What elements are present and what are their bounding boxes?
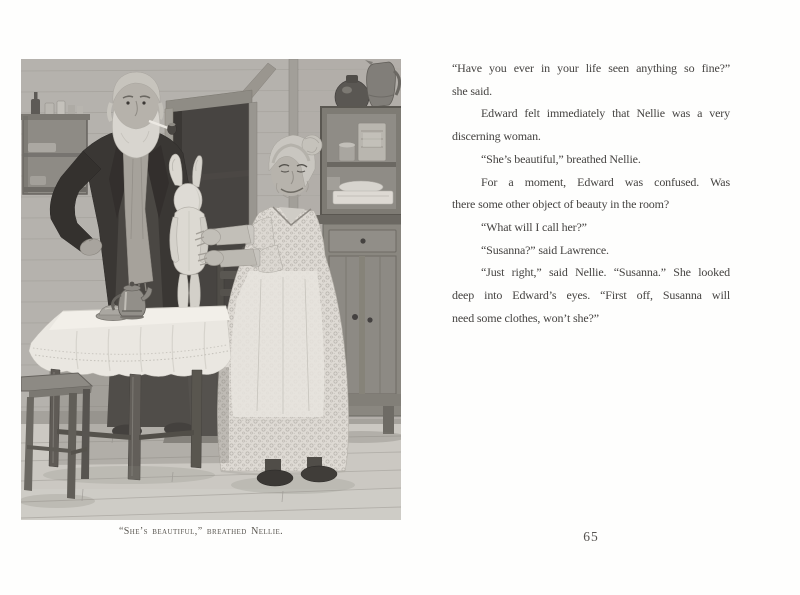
story-line: she said. bbox=[452, 83, 492, 98]
story-line: deep into Edward’s eyes. “First off, Susanna will bbox=[452, 288, 730, 303]
story-line: For a moment, Edward was confused. Was bbox=[481, 174, 730, 189]
story-line: “Have you ever in your life seen anything so fine?” bbox=[452, 61, 730, 75]
illustration bbox=[21, 59, 401, 520]
story-line: need some clothes, won’t she?” bbox=[452, 310, 599, 325]
illustration-caption: “She’s beautiful,” breathed Nellie. bbox=[118, 526, 284, 537]
story-line: Edward felt immediately that Nellie was a very bbox=[481, 106, 730, 121]
story-text bbox=[452, 57, 730, 329]
story-line: there some other object of beauty in the room? bbox=[452, 197, 670, 212]
story-line: discerning woman. bbox=[452, 129, 541, 144]
page-number: 65 bbox=[583, 529, 599, 544]
illustration-art bbox=[21, 59, 401, 520]
story-line: “She’s beautiful,” breathed Nellie. bbox=[481, 151, 641, 166]
story-line: “Susanna?” said Lawrence. bbox=[481, 242, 609, 257]
story-line: “What will I call her?” bbox=[481, 219, 587, 234]
story-line: “Just right,” said Nellie. “Susanna.” She looked bbox=[481, 265, 730, 280]
